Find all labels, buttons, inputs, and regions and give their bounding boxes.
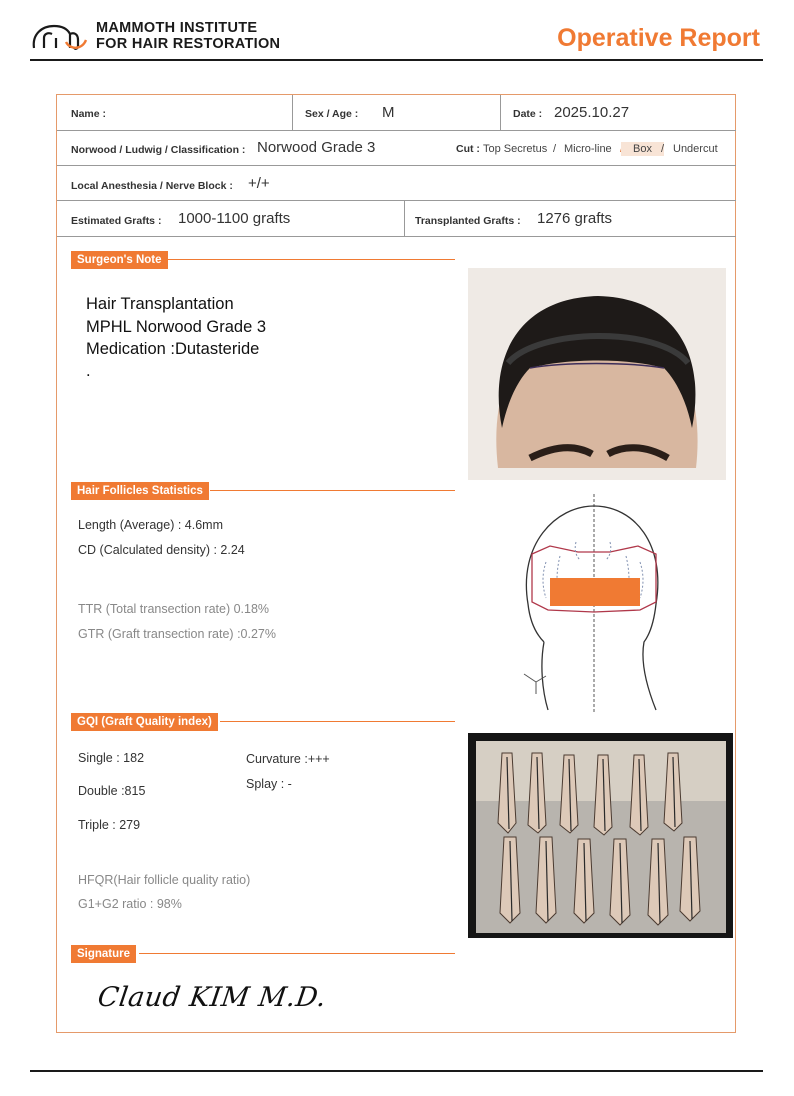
section-rule xyxy=(139,953,455,954)
gqi-splay: Splay : - xyxy=(246,777,292,791)
cut-option-box-selected: Box xyxy=(621,142,664,156)
section-rule xyxy=(210,490,455,491)
bottom-divider xyxy=(30,1070,763,1072)
divider xyxy=(292,95,293,131)
divider xyxy=(500,95,501,131)
info-row-name xyxy=(57,95,736,131)
cut-label: Cut : xyxy=(456,143,480,155)
gqi-curvature: Curvature :+++ xyxy=(246,752,330,766)
section-heading-surgeons-note: Surgeon's Note xyxy=(71,251,168,269)
estimated-grafts-value: 1000-1100 grafts xyxy=(178,210,291,227)
cut-option-undercut: Undercut xyxy=(673,143,718,155)
mammoth-logo-icon xyxy=(30,20,92,52)
surgeon-note-line: MPHL Norwood Grade 3 xyxy=(86,318,267,336)
report-title: Operative Report xyxy=(557,24,760,52)
estimated-grafts-label: Estimated Grafts : xyxy=(71,215,162,227)
institute-name-line1: MAMMOTH INSTITUTE xyxy=(96,20,258,36)
gqi-single: Single : 182 xyxy=(78,751,145,765)
surgeon-note-line: Hair Transplantation xyxy=(86,295,234,313)
sex-age-label: Sex / Age : xyxy=(305,108,359,120)
cut-separator: / xyxy=(553,143,557,155)
surgeon-signature: Claud KIM M.D. xyxy=(95,982,329,1013)
surgeon-note-line: Medication :Dutasteride xyxy=(86,340,260,358)
section-heading-follicle-stats: Hair Follicles Statistics xyxy=(71,482,209,500)
classification-label: Norwood / Ludwig / Classification : xyxy=(71,144,246,156)
divider xyxy=(404,201,405,237)
cut-option-micro-line: Micro-line xyxy=(564,143,612,155)
surgeon-note-line: . xyxy=(86,362,91,380)
transplanted-grafts-value: 1276 grafts xyxy=(537,210,613,227)
stat-gtr: GTR (Graft transection rate) :0.27% xyxy=(78,627,276,641)
section-heading-signature: Signature xyxy=(71,945,136,963)
top-divider xyxy=(30,59,763,61)
section-heading-gqi: GQI (Graft Quality index) xyxy=(71,713,218,731)
institute-name xyxy=(96,20,280,52)
stat-calculated-density: CD (Calculated density) : 2.24 xyxy=(78,543,245,557)
classification-value: Norwood Grade 3 xyxy=(257,139,376,156)
graft-samples-photo xyxy=(468,733,733,938)
anesthesia-label: Local Anesthesia / Nerve Block : xyxy=(71,180,233,192)
gqi-triple: Triple : 279 xyxy=(78,818,141,832)
stat-ttr: TTR (Total transection rate) 0.18% xyxy=(78,602,270,616)
date-value: 2025.10.27 xyxy=(554,104,630,121)
name-label: Name : xyxy=(71,108,107,120)
section-rule xyxy=(220,721,455,722)
gqi-g1g2-ratio: G1+G2 ratio : 98% xyxy=(78,897,182,911)
stat-length: Length (Average) : 4.6mm xyxy=(78,518,223,532)
gqi-hfqr: HFQR(Hair follicle quality ratio) xyxy=(78,873,251,887)
cut-separator: / xyxy=(661,143,665,155)
gqi-double: Double :815 xyxy=(78,784,146,798)
anesthesia-value: +/+ xyxy=(248,175,270,192)
donor-area-head-diagram xyxy=(516,494,666,712)
cut-option-top-secretus: Top Secretus xyxy=(483,143,548,155)
transplanted-grafts-label: Transplanted Grafts : xyxy=(415,215,521,227)
date-label: Date : xyxy=(513,108,543,120)
institute-name-line2: FOR HAIR RESTORATION xyxy=(96,36,281,52)
section-rule xyxy=(166,259,455,260)
sex-age-value: M xyxy=(382,104,395,121)
patient-hairline-photo xyxy=(468,268,726,480)
